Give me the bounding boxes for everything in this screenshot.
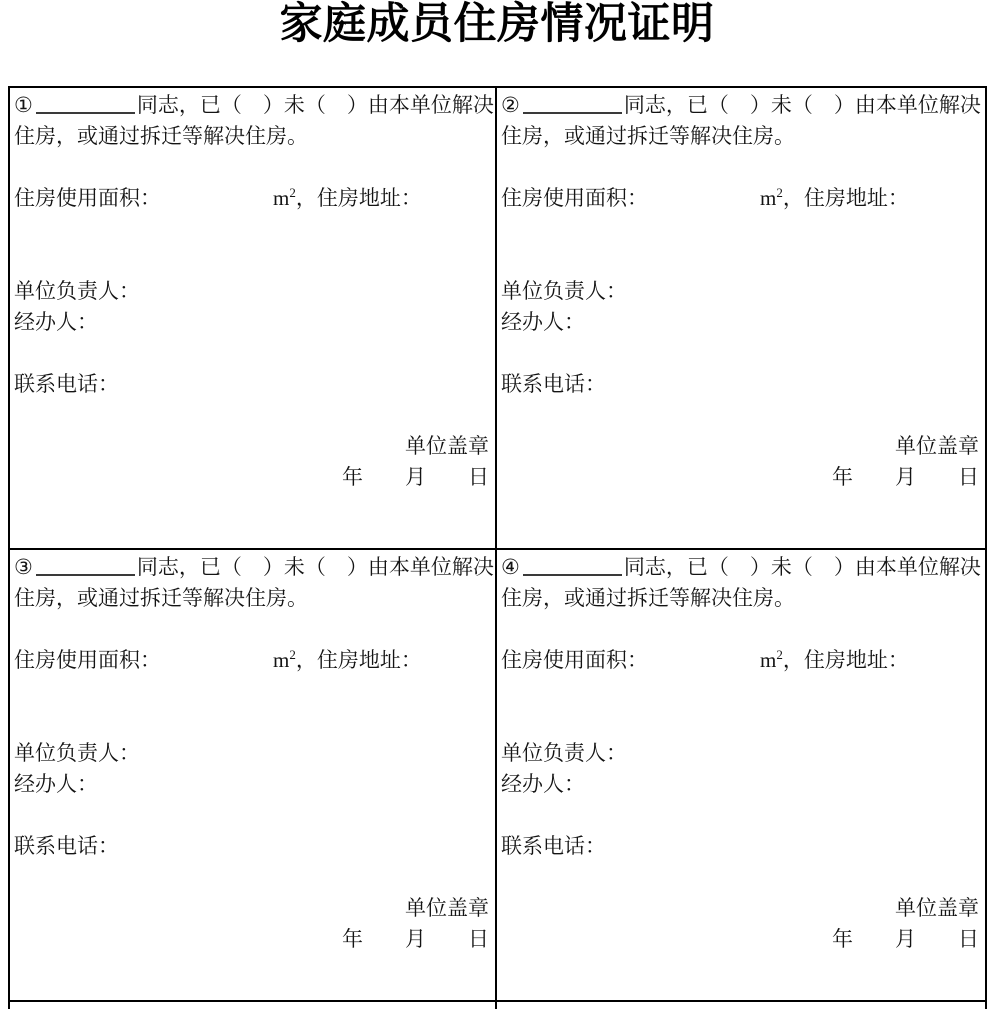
handler-label: 经办人： — [501, 310, 585, 334]
unit-leader-label: 单位负责人： — [501, 741, 627, 765]
intro-text: 同志，已（ ）未（ ）由本单位解决 — [136, 555, 494, 579]
cell-number: ② — [501, 93, 520, 117]
name-blank-line — [523, 93, 622, 114]
spacer-line — [14, 338, 491, 369]
date-line: 年 月 日 — [342, 927, 489, 951]
spacer-line — [14, 152, 491, 183]
date-line: 年 月 日 — [832, 927, 979, 951]
area-label: 住房使用面积： — [501, 186, 648, 210]
area-unit: m — [760, 648, 777, 672]
unit-seal-label: 单位盖章 — [895, 896, 979, 920]
unit-seal-label: 单位盖章 — [405, 434, 489, 458]
spacer-line — [501, 152, 981, 183]
spacer-line — [501, 800, 981, 831]
spacer-line — [14, 707, 491, 738]
cell-number: ③ — [14, 555, 33, 579]
spacer-line — [501, 614, 981, 645]
spacer-line — [501, 862, 981, 893]
address-label: ，住房地址： — [295, 648, 422, 672]
area-unit: m — [273, 648, 290, 672]
form-cell-5-partial — [10, 1002, 497, 1009]
spacer-line — [14, 400, 491, 431]
form-cell-4 — [497, 550, 985, 1002]
area-line — [14, 645, 491, 676]
area-unit-superscript: 2 — [776, 647, 783, 662]
name-blank-line — [523, 555, 622, 576]
phone-label: 联系电话： — [14, 372, 119, 396]
spacer-line — [501, 245, 981, 276]
housing-certificate-table — [8, 86, 987, 1009]
area-unit-superscript: 2 — [776, 185, 783, 200]
unit-seal-label: 单位盖章 — [405, 896, 489, 920]
unit-leader-label: 单位负责人： — [14, 279, 140, 303]
date-line: 年 月 日 — [342, 465, 489, 489]
intro-line-2: 住房，或通过拆迁等解决住房。 — [14, 124, 308, 148]
spacer-line — [14, 800, 491, 831]
address-label: ，住房地址： — [782, 648, 909, 672]
phone-label: 联系电话： — [501, 834, 606, 858]
form-cell-1 — [10, 88, 497, 550]
area-unit: m — [760, 186, 777, 210]
unit-leader-label: 单位负责人： — [14, 741, 140, 765]
name-blank-line — [36, 93, 135, 114]
spacer-line — [501, 707, 981, 738]
name-blank-line — [36, 555, 135, 576]
intro-line-1 — [501, 90, 981, 121]
form-cell-3 — [10, 550, 497, 1002]
unit-leader-label: 单位负责人： — [501, 279, 627, 303]
area-line — [501, 645, 981, 676]
spacer-line — [14, 245, 491, 276]
handler-label: 经办人： — [501, 772, 585, 796]
form-cell-6-partial — [497, 1002, 985, 1009]
spacer-line — [14, 214, 491, 245]
area-unit: m — [273, 186, 290, 210]
date-line: 年 月 日 — [832, 465, 979, 489]
spacer-line — [14, 676, 491, 707]
area-unit-superscript: 2 — [289, 185, 296, 200]
area-line — [501, 183, 981, 214]
unit-seal-label: 单位盖章 — [895, 434, 979, 458]
intro-line-1 — [14, 552, 494, 583]
spacer-line — [501, 214, 981, 245]
intro-text: 同志，已（ ）未（ ）由本单位解决 — [136, 93, 494, 117]
intro-text: 同志，已（ ）未（ ）由本单位解决 — [623, 93, 981, 117]
spacer-line — [14, 614, 491, 645]
area-label: 住房使用面积： — [14, 186, 161, 210]
intro-text: 同志，已（ ）未（ ）由本单位解决 — [623, 555, 981, 579]
spacer-line — [501, 676, 981, 707]
area-unit-superscript: 2 — [289, 647, 296, 662]
intro-line-2: 住房，或通过拆迁等解决住房。 — [501, 124, 795, 148]
intro-line-2: 住房，或通过拆迁等解决住房。 — [14, 586, 308, 610]
spacer-line — [501, 400, 981, 431]
cell-number: ① — [14, 93, 33, 117]
address-label: ，住房地址： — [295, 186, 422, 210]
address-label: ，住房地址： — [782, 186, 909, 210]
spacer-line — [501, 338, 981, 369]
area-label: 住房使用面积： — [14, 648, 161, 672]
area-label: 住房使用面积： — [501, 648, 648, 672]
handler-label: 经办人： — [14, 772, 98, 796]
page-title: 家庭成员住房情况证明 — [279, 0, 715, 48]
cell-number: ④ — [501, 555, 520, 579]
phone-label: 联系电话： — [14, 834, 119, 858]
intro-line-1 — [14, 90, 494, 121]
intro-line-1 — [501, 552, 981, 583]
spacer-line — [14, 862, 491, 893]
phone-label: 联系电话： — [501, 372, 606, 396]
intro-line-2: 住房，或通过拆迁等解决住房。 — [501, 586, 795, 610]
handler-label: 经办人： — [14, 310, 98, 334]
area-line — [14, 183, 491, 214]
form-cell-2 — [497, 88, 985, 550]
